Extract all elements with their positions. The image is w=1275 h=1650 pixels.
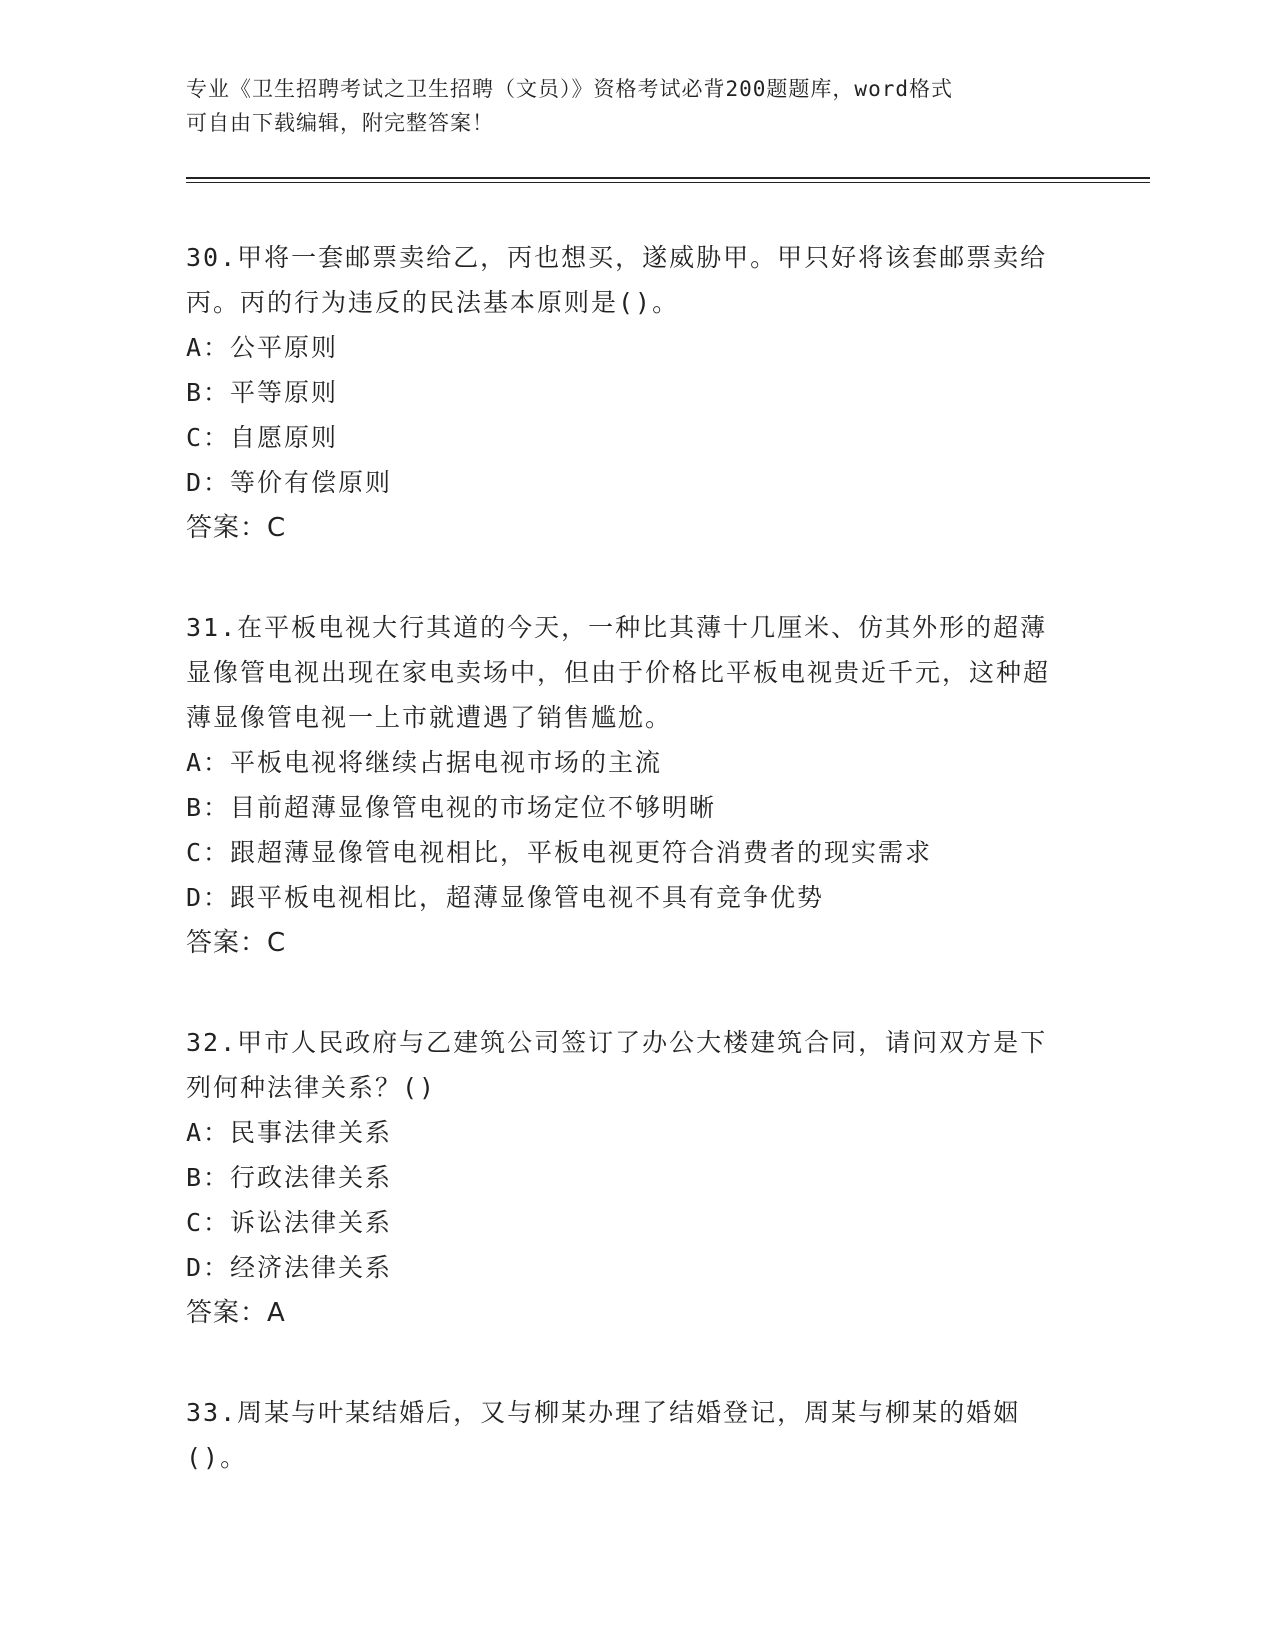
document-page [186, 0, 1146, 1650]
question-list [186, 235, 1066, 1534]
question-31 [186, 605, 1066, 966]
option-c: C：自愿原则 [186, 423, 339, 452]
question-32 [186, 1020, 1066, 1336]
header-divider-thin [186, 182, 1150, 183]
option-b: B：行政法律关系 [186, 1163, 393, 1192]
option-d: D：经济法律关系 [186, 1253, 393, 1282]
question-text: 30.甲将一套邮票卖给乙，丙也想买，遂威胁甲。甲只好将该套邮票卖给丙。丙的行为违反的民法基本原则是()。 [186, 243, 1048, 317]
option-b: B：平等原则 [186, 378, 339, 407]
header-line-2: 可自由下载编辑，附完整答案！ [186, 111, 494, 135]
option-c: C：诉讼法律关系 [186, 1208, 393, 1237]
option-d: D：跟平板电视相比，超薄显像管电视不具有竞争优势 [186, 883, 825, 912]
header-divider-thick [186, 177, 1150, 179]
question-text: 32.甲市人民政府与乙建筑公司签订了办公大楼建筑合同，请问双方是下列何种法律关系？() [186, 1028, 1048, 1102]
option-a: A：平板电视将继续占据电视市场的主流 [186, 748, 663, 777]
question-text: 31.在平板电视大行其道的今天，一种比其薄十几厘米、仿其外形的超薄显像管电视出现在家电卖场中，但由于价格比平板电视贵近千元，这种超薄显像管电视一上市就遭遇了销售尴尬。 [186, 613, 1051, 732]
question-30 [186, 235, 1066, 551]
answer: 答案：C [186, 513, 287, 543]
header-line-1: 专业《卫生招聘考试之卫生招聘（文员）》资格考试必背200题题库，word格式 [186, 77, 953, 101]
question-text: 33.周某与叶某结婚后，又与柳某办理了结婚登记，周某与柳某的婚姻()。 [186, 1398, 1021, 1472]
document-header [186, 72, 1066, 140]
option-b: B：目前超薄显像管电视的市场定位不够明晰 [186, 793, 717, 822]
answer: 答案：A [186, 1298, 286, 1328]
option-a: A：民事法律关系 [186, 1118, 393, 1147]
question-33 [186, 1390, 1066, 1480]
option-d: D：等价有偿原则 [186, 468, 393, 497]
answer: 答案：C [186, 928, 287, 958]
option-a: A：公平原则 [186, 333, 339, 362]
option-c: C：跟超薄显像管电视相比，平板电视更符合消费者的现实需求 [186, 838, 933, 867]
